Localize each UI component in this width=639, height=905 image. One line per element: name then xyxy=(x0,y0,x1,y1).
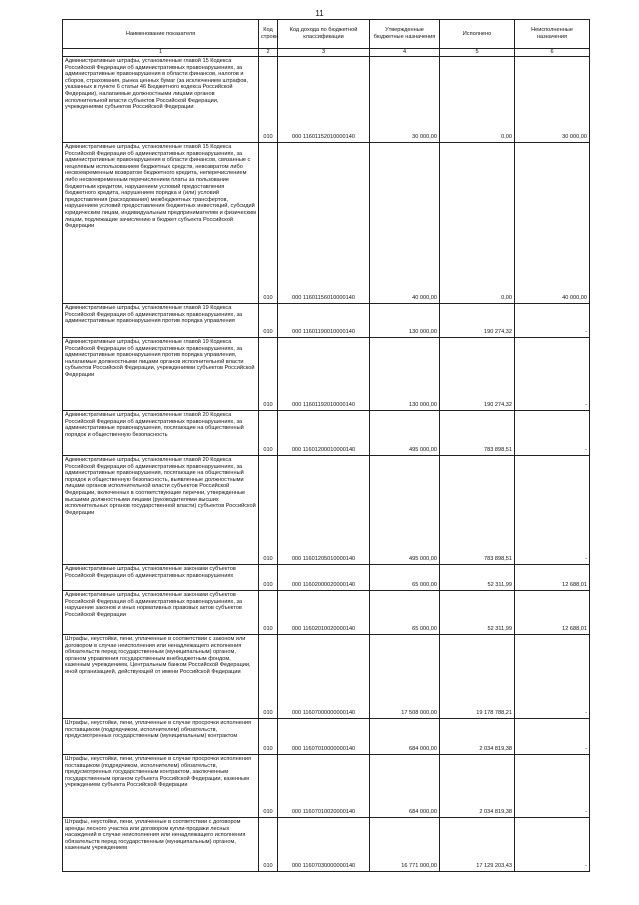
row-unexecuted: - xyxy=(515,456,590,565)
row-executed: 19 178 788,21 xyxy=(440,635,515,719)
column-number: 4 xyxy=(370,49,440,57)
row-unexecuted: 12 688,01 xyxy=(515,591,590,635)
row-unexecuted: 30 000,00 xyxy=(515,57,590,143)
table-row xyxy=(63,591,590,635)
row-name: Административные штрафы, установленные главой 15 Кодекса Российской Федерации об административных правонарушениях, за административные правонарушения в области финансов, налогов и сборов, страхования, рынка ценных бумаг (за исключением штрафов, указанных в пункте 6 статьи 46 Бюджетного кодекса Российской Федерации), налагаемые должностными лицами органов исполнительной власти субъектов Российской Федерации, учреждениями субъектов Российской Федерации xyxy=(63,57,259,143)
column-number-row xyxy=(63,49,590,57)
row-executed: 0,00 xyxy=(440,143,515,304)
row-executed: 190 274,32 xyxy=(440,338,515,411)
row-approved: 684 000,00 xyxy=(370,755,440,818)
table-row xyxy=(63,57,590,143)
row-line-code: 010 xyxy=(259,635,278,719)
row-approved: 495 000,00 xyxy=(370,456,440,565)
row-name: Штрафы, неустойки, пени, уплаченные в соответствии с законом или договором в случае неисполнения или ненадлежащего исполнения обязательств перед государственным (муниципальным) органом, органом управления государственным внебюджетным фондом, казенным учреждением, Центральным банком Российской Федерации, иной организацией, действующей от имени Российской Федерации xyxy=(63,635,259,719)
header-executed: Исполнено xyxy=(440,20,515,49)
row-name: Административные штрафы, установленные главой 15 Кодекса Российской Федерации об административных правонарушениях, за административные правонарушения в области финансов, связанные с нецелевым использованием бюджетных средств, невозвратом либо несвоевременным возвратом бюджетного кредита, неперечислением либо несвоевременным перечислением платы за пользование бюджетным кредитом, нарушением условий предоставления бюджетного кредита, нарушением порядка и (или) условий предоставления (расходования) межбюджетных трансфертов, нарушением условий предоставления бюджетных инвестиций, субсидий юридическим лицам, индивидуальным предпринимателям и физическим лицам, подлежащие зачислению в бюджет субъекта Российской Федерации xyxy=(63,143,259,304)
row-executed: 2 034 819,38 xyxy=(440,755,515,818)
row-executed: 17 129 203,43 xyxy=(440,818,515,872)
row-executed: 52 311,99 xyxy=(440,591,515,635)
header-line-code: Код строки xyxy=(259,20,278,49)
row-income-code: 000 11601152010000140 xyxy=(278,57,370,143)
row-line-code: 010 xyxy=(259,719,278,755)
row-executed: 0,00 xyxy=(440,57,515,143)
row-line-code: 010 xyxy=(259,338,278,411)
table-row xyxy=(63,338,590,411)
table-row xyxy=(63,304,590,338)
table-row xyxy=(63,818,590,872)
header-unexecuted: Неисполненные назначения xyxy=(515,20,590,49)
row-name: Административные штрафы, установленные законами субъектов Российской Федерации об административных правонарушениях, за нарушение законов и иных нормативных правовых актов субъектов Российской Федерации xyxy=(63,591,259,635)
table-row xyxy=(63,719,590,755)
row-income-code: 000 11602000020000140 xyxy=(278,565,370,591)
row-approved: 65 000,00 xyxy=(370,565,440,591)
row-executed: 783 898,51 xyxy=(440,411,515,456)
row-income-code: 000 11602010020000140 xyxy=(278,591,370,635)
header-income-code: Код дохода по бюджетной классификации xyxy=(278,20,370,49)
column-number: 5 xyxy=(440,49,515,57)
page-number: 11 xyxy=(315,9,324,18)
column-number: 2 xyxy=(259,49,278,57)
row-approved: 130 000,00 xyxy=(370,338,440,411)
row-approved: 16 771 000,00 xyxy=(370,818,440,872)
row-income-code: 000 11607010020000140 xyxy=(278,755,370,818)
row-income-code: 000 11601200010000140 xyxy=(278,411,370,456)
row-line-code: 010 xyxy=(259,565,278,591)
row-line-code: 010 xyxy=(259,456,278,565)
row-line-code: 010 xyxy=(259,591,278,635)
row-unexecuted: 12 688,01 xyxy=(515,565,590,591)
header-approved: Утвержденные бюджетные назначения xyxy=(370,20,440,49)
row-income-code: 000 11601190010000140 xyxy=(278,304,370,338)
row-income-code: 000 11607030000000140 xyxy=(278,818,370,872)
row-unexecuted: - xyxy=(515,338,590,411)
row-unexecuted: - xyxy=(515,411,590,456)
row-income-code: 000 11601205010000140 xyxy=(278,456,370,565)
row-approved: 40 000,00 xyxy=(370,143,440,304)
row-executed: 52 311,99 xyxy=(440,565,515,591)
table-row xyxy=(63,143,590,304)
table-row xyxy=(63,456,590,565)
table-row xyxy=(63,411,590,456)
row-approved: 495 000,00 xyxy=(370,411,440,456)
row-approved: 130 000,00 xyxy=(370,304,440,338)
row-line-code: 010 xyxy=(259,818,278,872)
row-name: Административные штрафы, установленные главой 19 Кодекса Российской Федерации об административных правонарушениях, за административные правонарушения против порядка управления, налагаемые должностными лицами органов исполнительной власти субъектов Российской Федерации, учреждениями субъектов Российской Федерации xyxy=(63,338,259,411)
column-number: 6 xyxy=(515,49,590,57)
row-name: Административные штрафы, установленные главой 20 Кодекса Российской Федерации об административных правонарушениях, за административные правонарушения, посягающие на общественный порядок и общественную безопасность, выявленные должностными лицами органов исполнительной власти субъектов Российской Федерации, включенных в соответствующие перечни, утвержденные высшими должностными лицами (руководителями высших исполнительных органов государственной власти) субъектов Российской Федерации xyxy=(63,456,259,565)
row-unexecuted: 40 000,00 xyxy=(515,143,590,304)
row-line-code: 010 xyxy=(259,57,278,143)
row-line-code: 010 xyxy=(259,411,278,456)
row-executed: 190 274,32 xyxy=(440,304,515,338)
row-approved: 65 000,00 xyxy=(370,591,440,635)
table-row xyxy=(63,565,590,591)
column-number: 1 xyxy=(63,49,259,57)
row-name: Штрафы, неустойки, пени, уплаченные в случае просрочки исполнения поставщиком (подрядчиком, исполнителем) обязательств, предусмотренных государственным контрактом, заключенным государственным органом субъекта Российской Федерации, казенным учреждением субъекта Российской Федерации xyxy=(63,755,259,818)
row-name: Административные штрафы, установленные главой 20 Кодекса Российской Федерации об административных правонарушениях, за административные правонарушения, посягающие на общественный порядок и общественную безопасность xyxy=(63,411,259,456)
row-unexecuted: - xyxy=(515,818,590,872)
row-income-code: 000 11601192010000140 xyxy=(278,338,370,411)
row-income-code: 000 11607000000000140 xyxy=(278,635,370,719)
column-number: 3 xyxy=(278,49,370,57)
row-name: Штрафы, неустойки, пени, уплаченные в соответствии с договором аренды лесного участка или договором купли-продажи лесных насаждений в случае неисполнения или ненадлежащего исполнения обязательств перед государственным (муниципальным) органом, казенным учреждением xyxy=(63,818,259,872)
row-approved: 17 508 000,00 xyxy=(370,635,440,719)
budget-execution-table xyxy=(62,19,590,872)
table-header-row xyxy=(63,20,590,49)
row-line-code: 010 xyxy=(259,304,278,338)
row-line-code: 010 xyxy=(259,755,278,818)
header-indicator-name: Наименование показателя xyxy=(63,20,259,49)
table-row xyxy=(63,635,590,719)
row-unexecuted: - xyxy=(515,635,590,719)
row-name: Штрафы, неустойки, пени, уплаченные в случае просрочки исполнения поставщиком (подрядчиком, исполнителем) обязательств, предусмотренных государственным (муниципальным) контрактом xyxy=(63,719,259,755)
table-row xyxy=(63,755,590,818)
row-unexecuted: - xyxy=(515,304,590,338)
row-unexecuted: - xyxy=(515,755,590,818)
row-name: Административные штрафы, установленные законами субъектов Российской Федерации об административных правонарушениях xyxy=(63,565,259,591)
row-income-code: 000 11601156010000140 xyxy=(278,143,370,304)
row-line-code: 010 xyxy=(259,143,278,304)
row-executed: 2 034 819,38 xyxy=(440,719,515,755)
row-approved: 684 000,00 xyxy=(370,719,440,755)
row-approved: 30 000,00 xyxy=(370,57,440,143)
row-unexecuted: - xyxy=(515,719,590,755)
row-executed: 783 898,51 xyxy=(440,456,515,565)
row-income-code: 000 11607010000000140 xyxy=(278,719,370,755)
row-name: Административные штрафы, установленные главой 19 Кодекса Российской Федерации об административных правонарушениях, за административные правонарушения против порядка управления xyxy=(63,304,259,338)
